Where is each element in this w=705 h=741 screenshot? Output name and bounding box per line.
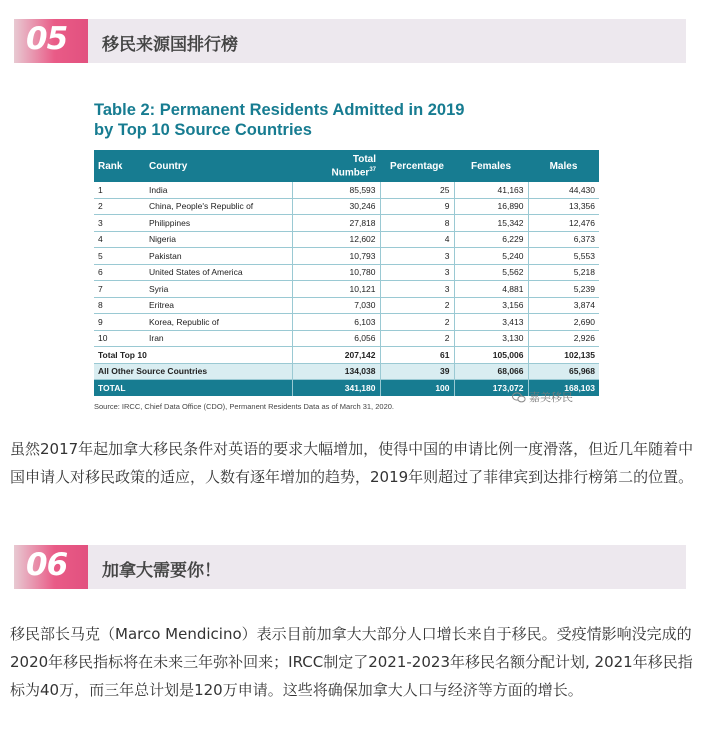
females-cell: 68,066: [454, 363, 528, 380]
section-title: 移民来源国排行榜: [102, 35, 238, 55]
rank-cell: 6: [94, 264, 145, 281]
permanent-residents-table: [94, 150, 599, 396]
country-cell: China, People's Republic of: [145, 198, 292, 215]
table-row: [94, 215, 599, 232]
females-cell: 6,229: [454, 231, 528, 248]
males-cell: 65,968: [528, 363, 599, 380]
total-cell: 10,780: [292, 264, 380, 281]
rank-cell: 9: [94, 314, 145, 331]
total-cell: 10,793: [292, 248, 380, 265]
rank-cell: 4: [94, 231, 145, 248]
paragraph-immigration-plan: 移民部长马克（Marco Mendicino）表示目前加拿大大部分人口增长来自于移民。受疫情影响没完成的2020年移民指标将在未来三年弥补回来；IRCC制定了2021-2023年移民名额分配计划, 2021年移民指标为40万，而三年总计划是120万申请。这些将确保加拿大人口与经济等方面的增长。: [10, 625, 693, 699]
males-cell: 2,926: [528, 330, 599, 347]
total-cell: 7,030: [292, 297, 380, 314]
table-body: [94, 182, 599, 396]
country-cell: Korea, Republic of: [145, 314, 292, 331]
country-cell: Nigeria: [145, 231, 292, 248]
table-title-block: [94, 100, 599, 140]
summary-label-cell: Total Top 10: [94, 347, 292, 364]
col-header-total-line2: Number: [331, 167, 370, 179]
females-cell: 5,562: [454, 264, 528, 281]
table-row: [94, 330, 599, 347]
percentage-cell: 25: [380, 182, 454, 198]
col-header-country: Country: [145, 150, 292, 182]
total-cell: 341,180: [292, 380, 380, 396]
country-cell: United States of America: [145, 264, 292, 281]
col-header-females: Females: [454, 150, 528, 182]
table-row: [94, 182, 599, 198]
other-countries-row: [94, 363, 599, 380]
rank-cell: 1: [94, 182, 145, 198]
table-row: [94, 297, 599, 314]
percentage-cell: 2: [380, 330, 454, 347]
country-cell: Philippines: [145, 215, 292, 232]
table-row: [94, 281, 599, 298]
wechat-icon: [512, 392, 526, 403]
rank-cell: 2: [94, 198, 145, 215]
females-cell: 3,130: [454, 330, 528, 347]
watermark-text: 嘉美移民: [529, 391, 573, 404]
total-cell: 6,103: [292, 314, 380, 331]
females-cell: 16,890: [454, 198, 528, 215]
table-source-note: Source: IRCC, Chief Data Office (CDO), Permanent Residents Data as of March 31, 2020.: [94, 402, 394, 411]
country-cell: India: [145, 182, 292, 198]
females-cell: 4,881: [454, 281, 528, 298]
col-header-total-line1: Total: [352, 153, 376, 165]
rank-cell: 8: [94, 297, 145, 314]
country-cell: Syria: [145, 281, 292, 298]
total-cell: 207,142: [292, 347, 380, 364]
section-number: 06: [26, 547, 68, 583]
total-cell: 27,818: [292, 215, 380, 232]
total-cell: 85,593: [292, 182, 380, 198]
watermark: [512, 389, 573, 405]
rank-cell: 7: [94, 281, 145, 298]
percentage-cell: 3: [380, 281, 454, 298]
total-cell: 6,056: [292, 330, 380, 347]
table-title-line2: by Top 10 Source Countries: [94, 121, 312, 139]
percentage-cell: 2: [380, 314, 454, 331]
section-number-badge: [14, 19, 88, 63]
males-cell: 2,690: [528, 314, 599, 331]
males-cell: 168,103: [528, 380, 599, 396]
section-05-header: [14, 19, 686, 63]
country-cell: Iran: [145, 330, 292, 347]
paragraph-source-countries: 虽然2017年起加拿大移民条件对英语的要求大幅增加，使得中国的申请比例一度滑落，但近几年随着中国申请人对移民政策的适应，人数有逐年增加的趋势，2019年则超过了菲律宾到达排行榜第二的位置。: [10, 440, 694, 486]
females-cell: 5,240: [454, 248, 528, 265]
table-row: [94, 248, 599, 265]
col-header-total: [292, 150, 380, 182]
col-header-rank: Rank: [94, 150, 145, 182]
section-06-header: [14, 545, 686, 589]
percentage-cell: 4: [380, 231, 454, 248]
females-cell: 3,156: [454, 297, 528, 314]
total-top10-row: [94, 347, 599, 364]
males-cell: 102,135: [528, 347, 599, 364]
summary-label-cell: All Other Source Countries: [94, 363, 292, 380]
rank-cell: 10: [94, 330, 145, 347]
females-cell: 105,006: [454, 347, 528, 364]
percentage-cell: 9: [380, 198, 454, 215]
percentage-cell: 8: [380, 215, 454, 232]
percentage-cell: 100: [380, 380, 454, 396]
total-cell: 10,121: [292, 281, 380, 298]
females-cell: 173,072: [454, 380, 528, 396]
males-cell: 5,553: [528, 248, 599, 265]
percentage-cell: 2: [380, 297, 454, 314]
females-cell: 41,163: [454, 182, 528, 198]
table-header-row: [94, 150, 599, 182]
table-row: [94, 264, 599, 281]
summary-label-cell: TOTAL: [94, 380, 292, 396]
section-title: 加拿大需要你！: [102, 561, 221, 581]
rank-cell: 3: [94, 215, 145, 232]
males-cell: 5,239: [528, 281, 599, 298]
males-cell: 44,430: [528, 182, 599, 198]
females-cell: 3,413: [454, 314, 528, 331]
col-header-percentage: Percentage: [380, 150, 454, 182]
percentage-cell: 3: [380, 264, 454, 281]
total-cell: 30,246: [292, 198, 380, 215]
males-cell: 13,356: [528, 198, 599, 215]
country-cell: Pakistan: [145, 248, 292, 265]
section-number-badge: [14, 545, 88, 589]
rank-cell: 5: [94, 248, 145, 265]
table-title-line1: Table 2: Permanent Residents Admitted in 2019: [94, 101, 465, 119]
total-cell: 12,602: [292, 231, 380, 248]
males-cell: 6,373: [528, 231, 599, 248]
section-number: 05: [26, 21, 68, 57]
percentage-cell: 61: [380, 347, 454, 364]
footnote-ref: 37: [369, 166, 376, 173]
total-cell: 134,038: [292, 363, 380, 380]
table-row: [94, 314, 599, 331]
country-cell: Eritrea: [145, 297, 292, 314]
males-cell: 3,874: [528, 297, 599, 314]
males-cell: 12,476: [528, 215, 599, 232]
table-row: [94, 231, 599, 248]
females-cell: 15,342: [454, 215, 528, 232]
percentage-cell: 39: [380, 363, 454, 380]
percentage-cell: 3: [380, 248, 454, 265]
males-cell: 5,218: [528, 264, 599, 281]
table-row: [94, 198, 599, 215]
col-header-males: Males: [528, 150, 599, 182]
